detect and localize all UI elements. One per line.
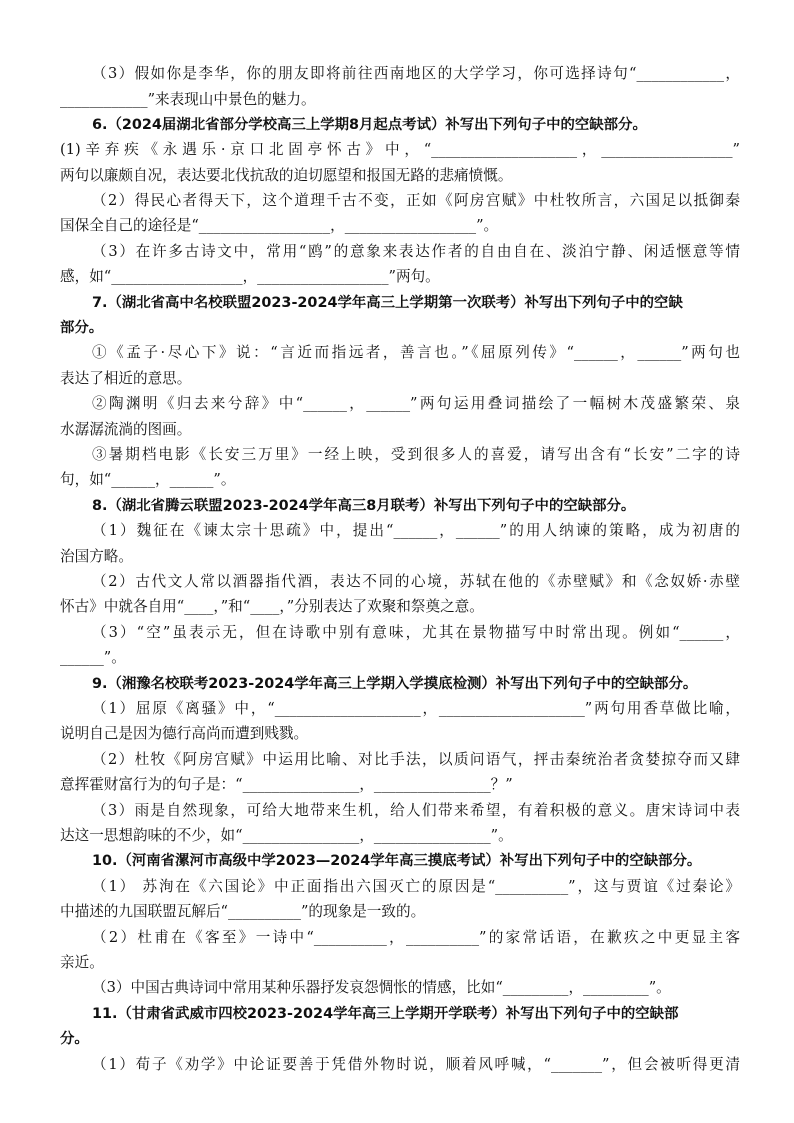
question-heading: 部分。	[60, 320, 104, 336]
text-line: （2）杜牧《阿房宫赋》中运用比喻、对比手法，以质问语气，抨击秦统治者贪婪掠夺而又肆	[92, 751, 740, 768]
question-heading: 分。	[60, 1031, 89, 1047]
text-line: （3）在许多古诗文中，常用“鸥”的意象来表达作者的自由自在、淡泊宁静、闲适惬意等情	[92, 243, 740, 260]
text-line: 国保全自己的途径是“__________________，__________________”。	[60, 217, 499, 234]
question-heading: 8.（湖北省腾云联盟2023-2024学年高三8月联考）补写出下列句子中的空缺部分。	[92, 498, 636, 514]
text-line: 意挥霍财富行为的句子是：“________________，________________？”	[60, 776, 513, 793]
text-line: ②陶渊明《归去来兮辞》中“______，______”两句运用叠词描绘了一幅树木茂盛繁荣、泉	[92, 395, 740, 412]
text-line: ______”。	[60, 649, 126, 666]
text-line: 亲近。	[60, 954, 104, 971]
text-line: ____________”来表现山中景色的魅力。	[60, 91, 316, 108]
text-line: 表达了相近的意思。	[60, 370, 192, 387]
question-heading: 9.（湘豫名校联考2023-2024学年高三上学期入学摸底检测）补写出下列句子中的空缺部分。	[92, 676, 698, 692]
text-line: 达这一思想韵味的不少，如“________________，________________”。	[60, 827, 513, 844]
text-line: ③暑期档电影《长安三万里》一经上映，受到很多人的喜爱，请写出含有“长安”二字的诗	[92, 446, 740, 463]
text-line: (1)辛弃疾《永遇乐·京口北固亭怀古》中，“____________________，__________________”	[60, 141, 740, 158]
text-line: ①《孟子·尽心下》说：“言近而指远者，善言也。”《屈原列传》“______，______”两句也	[92, 344, 740, 361]
text-line: （1） 苏洵在《六国论》中正面指出六国灭亡的原因是“__________”，这与贾谊《过秦论》	[92, 878, 740, 895]
text-line: 怀古》中就各自用“____，”和“____，”分别表达了欢聚和祭奠之意。	[60, 598, 484, 615]
text-line: （1）屈原《离骚》中，“____________________，____________________”两句用香草做比喻，	[92, 700, 740, 717]
text-line: （3）“空”虽表示无，但在诗歌中别有意味，尤其在景物描写中时常出现。例如“______，	[92, 624, 740, 641]
text-line: （3）假如你是李华，你的朋友即将前往西南地区的大学学习，你可选择诗句“____________，	[92, 65, 740, 82]
question-heading: 11.（甘肃省武威市四校2023-2024学年高三上学期开学联考）补写出下列句子中的空缺部	[92, 1006, 679, 1022]
question-heading: 7.（湖北省高中名校联盟2023-2024学年高三上学期第一次联考）补写出下列句子中的空缺	[92, 295, 683, 311]
text-line: （2）古代文人常以酒器指代酒，表达不同的心境，苏轼在他的《赤壁赋》和《念奴娇·赤壁	[92, 573, 740, 590]
text-line: 水潺潺流淌的图画。	[60, 421, 192, 438]
question-heading: 10.（河南省漯河市高级中学2023—2024学年高三摸底考试）补写出下列句子中的空缺部分。	[92, 853, 702, 869]
text-line: 两句以廉颇自况，表达要北伐抗敌的迫切愿望和报国无路的悲痛愤慨。	[60, 167, 513, 184]
text-line: （1）荀子《劝学》中论证要善于凭借外物时说，顺着风呼喊，“_______”，但会被听得更清	[92, 1056, 740, 1073]
text-line: （2）得民心者得天下，这个道理千古不变，正如《阿房宫赋》中杜牧所言，六国足以抵御秦	[92, 192, 740, 209]
text-line: （3）雨是自然现象，可给大地带来生机，给人们带来希望，有着积极的意义。唐宋诗词中表	[92, 802, 740, 819]
text-line: 句，如“______，______”。	[60, 471, 236, 488]
text-line: 治国方略。	[60, 548, 133, 565]
text-line: （2）杜甫在《客至》一诗中“__________，__________”的家常话语，在歉疚之中更显主客	[92, 929, 740, 946]
text-line: 中描述的九国联盟瓦解后“__________”的现象是一致的。	[60, 903, 426, 920]
text-line: （1）魏征在《谏太宗十思疏》中，提出“______，______”的用人纳谏的策略，成为初唐的	[92, 522, 740, 539]
text-line: 感，如“__________________，__________________”两句。	[60, 268, 440, 285]
question-heading: 6.（2024届湖北省部分学校高三上学期8月起点考试）补写出下列句子中的空缺部分。	[92, 117, 647, 133]
text-line: 说明自己是因为德行高尚而遭到贱戮。	[60, 725, 309, 742]
text-line: （3）中国古典诗词中常用某种乐器抒发哀怨惆怅的情感，比如“_________，_________”。	[92, 979, 671, 996]
